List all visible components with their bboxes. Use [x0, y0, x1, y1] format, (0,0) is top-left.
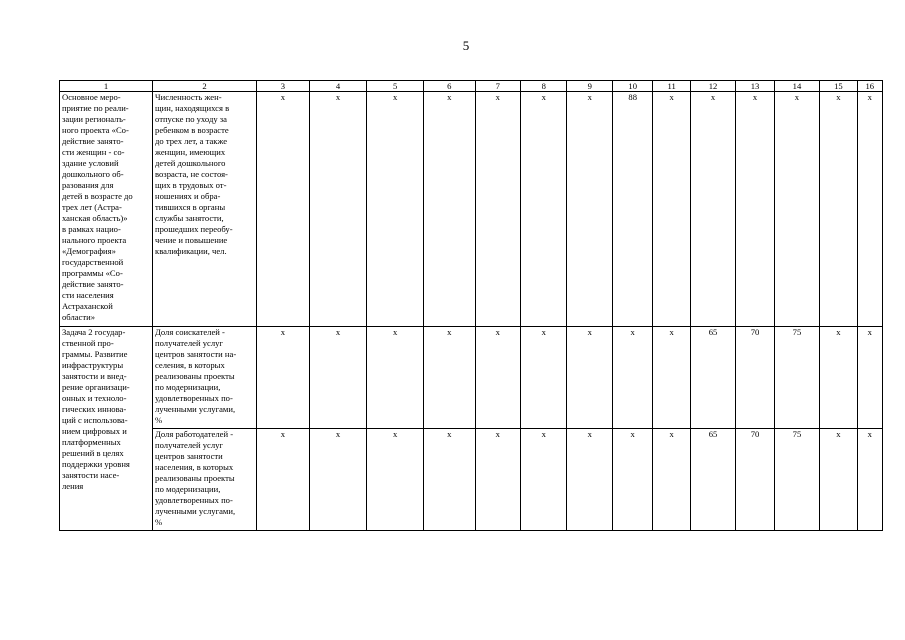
value-cell: 70 [736, 327, 774, 429]
value-cell: x [690, 92, 735, 327]
value-cell: x [367, 429, 424, 531]
value-cell: x [857, 429, 882, 531]
value-cell: 65 [690, 327, 735, 429]
value-cell: x [257, 327, 310, 429]
header-cell: 6 [423, 81, 475, 92]
value-cell: x [367, 327, 424, 429]
value-cell: x [653, 429, 690, 531]
header-cell: 13 [736, 81, 774, 92]
value-cell: x [257, 429, 310, 531]
header-cell: 2 [153, 81, 257, 92]
header-cell: 10 [612, 81, 652, 92]
indicator-cell: Доля соискателей - получателей услуг центров занятости на- селения, в которых реализованы проекты по модернизации, удовлетворенных по- лученными услугами, % [153, 327, 257, 429]
activity-cell: Задача 2 государ- ственной про- граммы. Развитие инфраструктуры занятости и внед- рение организаци- онных и техноло- гических иннова- ций с использова- нием цифровых и платформенных решений в целях поддержки уровня занятости насе- ления [60, 327, 153, 531]
header-cell: 16 [857, 81, 882, 92]
header-cell: 15 [820, 81, 857, 92]
indicator-cell: Доля работодателей - получателей услуг центров занятости населения, в которых реализованы проекты по модернизации, удовлетворенных по- лученными услугами, % [153, 429, 257, 531]
value-cell: 65 [690, 429, 735, 531]
value-cell: x [257, 92, 310, 327]
value-cell: x [774, 92, 819, 327]
value-cell: x [475, 92, 520, 327]
value-cell: x [309, 429, 367, 531]
header-cell: 5 [367, 81, 424, 92]
activity-cell: Основное меро- приятие по реали- зации регионалъ- ного проекта «Со- действие занято- сти женщин - со- здание условий дошкольного об- разования для детей в возрасте до трех лет (Астра- ханская область)» в рамках нацио- нального проекта «Демография» государственной программы «Со- действие занято- сти населения Астраханской области» [60, 92, 153, 327]
value-cell: x [475, 429, 520, 531]
header-cell: 3 [257, 81, 310, 92]
value-cell: x [653, 327, 690, 429]
header-row [60, 81, 883, 92]
value-cell: x [653, 92, 690, 327]
value-cell: x [857, 92, 882, 327]
value-cell: x [820, 92, 857, 327]
value-cell: x [612, 429, 652, 531]
header-cell: 4 [309, 81, 367, 92]
value-cell: x [309, 327, 367, 429]
value-cell: x [567, 327, 612, 429]
indicators-table [59, 80, 883, 531]
value-cell: x [367, 92, 424, 327]
value-cell: x [567, 92, 612, 327]
value-cell: x [309, 92, 367, 327]
value-cell: 70 [736, 429, 774, 531]
value-cell: 88 [612, 92, 652, 327]
header-cell: 12 [690, 81, 735, 92]
header-cell: 1 [60, 81, 153, 92]
header-cell: 14 [774, 81, 819, 92]
value-cell: 75 [774, 429, 819, 531]
page-number: 5 [462, 38, 470, 53]
table-row [60, 327, 883, 429]
header-cell: 8 [520, 81, 567, 92]
value-cell: x [520, 92, 567, 327]
value-cell: x [736, 92, 774, 327]
header-cell: 11 [653, 81, 690, 92]
value-cell: x [520, 429, 567, 531]
value-cell: x [857, 327, 882, 429]
value-cell: x [423, 327, 475, 429]
value-cell: x [820, 429, 857, 531]
value-cell: x [520, 327, 567, 429]
indicator-cell: Численность жен- щин, находящихся в отпуске по уходу за ребенком в возрасте до трех лет, а также женщин, имеющих детей дошкольного возраста, не состоя- щих в трудовых от- ношениях и обра- тившихся в органы службы занятости, прошедших переобу- чение и повышение квалификации, чел. [153, 92, 257, 327]
value-cell: x [423, 92, 475, 327]
value-cell: x [423, 429, 475, 531]
table-row [60, 92, 883, 327]
value-cell: x [612, 327, 652, 429]
value-cell: x [567, 429, 612, 531]
header-cell: 7 [475, 81, 520, 92]
value-cell: x [475, 327, 520, 429]
value-cell: x [820, 327, 857, 429]
table-row [60, 429, 883, 531]
header-cell: 9 [567, 81, 612, 92]
value-cell: 75 [774, 327, 819, 429]
